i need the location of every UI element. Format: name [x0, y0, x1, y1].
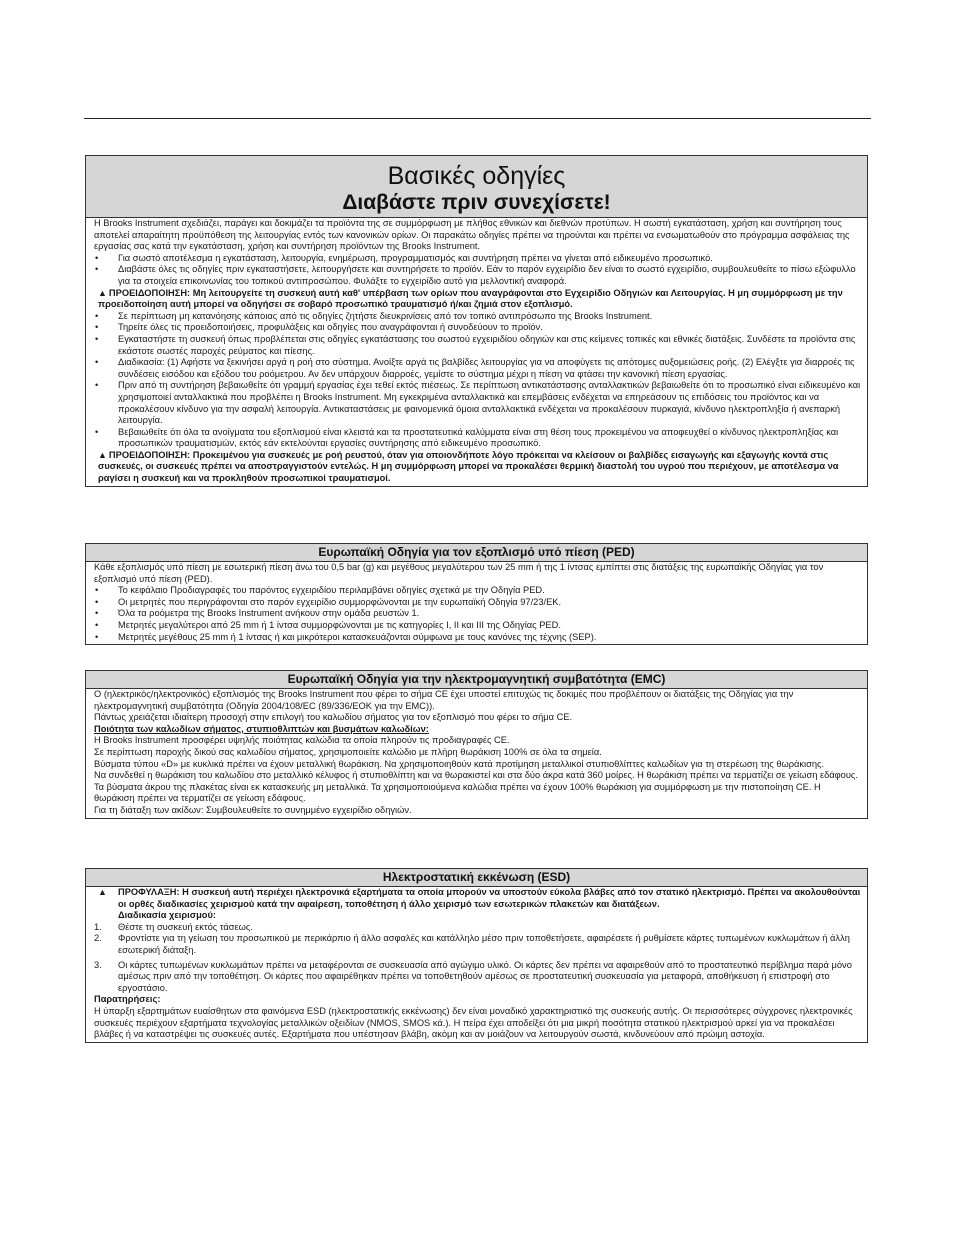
basic-instructions-header [86, 156, 867, 218]
procedure-step [94, 933, 864, 956]
procedure-step [94, 922, 864, 934]
list-item: • Πριν από τη συντήρηση βεβαιωθείτε ότι γραμμή εργασίας έχει τεθεί εκτός πιέσεως. Σε περίπτωση αντικατάστασης ανταλλακτικών βεβαιωθείτε ότι το προσωπικό είναι ειδικευμένο και χρησιμοποιεί ανταλλακτικά που προβλέπει η Brooks Instrument. Μη εγκεκριμένα ανταλλακτικά και επεμβάσεις ενδέχεται να επηρεάσουν τις επιδόσεις του προϊόντος και να προκαλέσουν κίνδυνο για την ασφαλή λειτουργία. Αντικαταστάσεις με φαινομενικά όμοια ανταλλακτικά ενδέχεται να προκαλέσουν πυρκαγιά, κίνδυνο ηλεκτροπληξία ή ανεπαρκή λειτουργία. [94, 380, 864, 426]
warning-triangle-icon: ▲ [98, 449, 107, 460]
emc-paragraph: Ο (ηλεκτρικός/ηλεκτρονικός) εξοπλισμός της Brooks Instrument που φέρει το σήμα CE έχει υποστεί επιτυχώς τις δοκιμές που προβλέπουν οι διατάξεις της Οδηγίας για την ηλεκτρομαγνητική συμβατότητα (Οδηγία 2004/108/EC (89/336/EOK για την EMC)). [94, 689, 794, 711]
step-number: 3. [94, 959, 102, 970]
emc-body [86, 689, 867, 818]
step-text: Θέστε τη συσκευή εκτός τάσεως. [118, 921, 253, 932]
emc-box [85, 670, 868, 819]
list-item: • Το κεφάλαιο Προδιαγραφές του παρόντος εγχειριδίου περιλαμβάνει οδηγίες σχετικά με την Οδηγία PED. [94, 585, 864, 597]
warning-text: ΠΡΟΕΙΔΟΠΟΙΗΣΗ: Προκειμένου για συσκευές με ροή ρευστού, όταν για οποιονδήποτε λόγο πρόκειται να κλείσουν οι βαλβίδες εισαγωγής και εξαγωγής κοντά στις συσκευές, οι συσκευές πρέπει να αποστραγγιστούν εντελώς. Η μη συμμόρφωση μπορεί να προκαλέσει θερμική διαστολή του υγρού που περιέχουν, με αποτέλεσμα να ραγίσει η συσκευή και να προκληθούν προσωπικοί τραυματισμοί. [98, 449, 839, 484]
esd-body [86, 887, 867, 1042]
page-title: Βασικές οδηγίες [387, 162, 566, 190]
intro-paragraph: Η Brooks Instrument σχεδιάζει, παράγει και δοκιμάζει τα προϊόντα της σε συμμόρφωση με πλήθος εθνικών και διεθνών προτύπων. Η σωστή εγκατάσταση, χρήση και συντήρηση τους αποτελεί απαραίτητη προϋπόθεση της λειτουργίας εντός των κανονικών ορίων. Οι παρακάτω οδηγίες πρέπει να τηρούνται και πρέπει να ενσωματωθούν στο πρόγραμμα ασφάλειας της εργασίας σας κατά την εγκατάσταση, χρήση και συντήρηση προϊόντων της Brooks Instrument. [94, 218, 850, 252]
step-number: 2. [94, 933, 102, 944]
caution-notice [94, 887, 864, 910]
emc-paragraph: Βύσματα τύπου «D» με κυκλικά πρέπει να έχουν μεταλλική θωράκιση. Να χρησιμοποιηθούν κατά προτίμηση μεταλλικοί στυπιοθλίπτες καλωδίων για τη στερέωση της θωράκισης. [94, 758, 825, 769]
notes-text: Η ύπαρξη εξαρτημάτων ευαίσθητων στα φαινόμενα ESD (ηλεκτροστατικής εκκένωσης) δεν είναι μοναδικό χαρακτηριστικό της συσκευής αυτής. Οι περισσότερες σύγχρονες ηλεκτρονικές συσκευές περιέχουν εξαρτήματα τεχνολογίας μεταλλικών οξειδίων (NMOS, SMOS κά.). Η πείρα έχει αποδείξει ότι μια μικρή ποσότητα στατικού ηλεκτρισμού αρκεί για να προκαλέσει βλάβες ή να καταστρέψει τις συσκευές αυτές. Εξαρτήματα που υπέστησαν βλάβη, ακόμη και αν μοιάζουν να λειτουργούν σωστά, κινδυνεύουν από πρώιμη αστοχία. [94, 1005, 853, 1040]
list-item: • Μετρητές μεγαλύτεροι από 25 mm ή 1 ίντσα συμμορφώνονται με τις κατηγορίες I, II και III της Οδηγίας PED. [94, 620, 864, 632]
emc-paragraph: Πάντως χρειάζεται ιδιαίτερη προσοχή στην επιλογή του καλωδίου σήματος για τον εξοπλισμό που φέρει το σήμα CE. [94, 712, 573, 723]
emc-paragraph: Για τη διάταξη των ακίδων: Συμβουλευθείτε το συνημμένο εγχειρίδιο οδηγιών. [94, 804, 412, 815]
procedure-label: Διαδικασία χειρισμού: [118, 910, 216, 921]
warning-notice [94, 450, 864, 485]
ped-body [86, 562, 867, 644]
step-number: 1. [94, 921, 102, 932]
ped-intro: Κάθε εξοπλισμός υπό πίεση με εσωτερική πίεση άνω του 0,5 bar (g) και μεγέθους μεγαλύτερου των 25 mm ή της 1 ίντσας εμπίπτει στις διατάξεις της ευρωπαϊκής Οδηγίας για τον εξοπλισμό υπό πίεση (PED). [94, 562, 824, 584]
list-item: • Όλα τα ροόμετρα της Brooks Instrument ανήκουν στην ομάδα ρευστών 1. [94, 608, 864, 620]
ped-box [85, 543, 868, 645]
step-text: Φροντίστε για τη γείωση του προσωπικού με περικάρπιο ή άλλο ασφαλές και κατάλληλο μέσο πριν τοποθετήσετε, αφαιρέσετε ή ρυθμίσετε κάρτες τυπωμένων κυκλωμάτων ή άλλη εσωτερική διάταξη. [118, 933, 850, 955]
esd-box [85, 868, 868, 1043]
list-item: • Τηρείτε όλες τις προειδοποιήσεις, προφυλάξεις και οδηγίες που αναγράφονται ή συνοδεύουν το προϊόν. [94, 322, 864, 334]
list-item: • Για σωστό αποτέλεσμα η εγκατάσταση, λειτουργία, ενημέρωση, προγραμματισμός και συντήρηση πρέπει να γίνεται από ειδικευμένο προσωπικό. [94, 253, 864, 265]
emc-subheading: Ποιότητα των καλωδίων σήματος, στυπιοθλιπτών και βυσμάτων καλωδίων: [94, 723, 429, 734]
ped-heading: Ευρωπαϊκή Οδηγία για τον εξοπλισμό υπό πίεση (PED) [86, 544, 867, 562]
esd-heading: Ηλεκτροστατική εκκένωση (ESD) [86, 869, 867, 887]
caution-text: ΠΡΟΦΥΛΑΞΗ: Η συσκευή αυτή περιέχει ηλεκτρονικά εξαρτήματα τα οποία μπορούν να υποστούν εύκολα βλάβες από τον στατικό ηλεκτρισμό. Πρέπει να ακολουθούνται οι ορθές διαδικασίες χειρισμού κατά την αφαίρεση, τοποθέτηση ή άλλο χειρισμό των εσωτερικών πλακετών και διατάξεων. [118, 887, 861, 909]
header-rule [84, 118, 871, 119]
basic-instructions-box [85, 155, 868, 487]
list-item: • Διαβάστε όλες τις οδηγίες πριν εγκαταστήσετε, λειτουργήσετε και συντηρήσετε το προϊόν. Εάν το παρόν εγχειρίδιο δεν είναι το σωστό εγχειρίδιο, συμβουλευθείτε το πίσω εξώφυλλο για τα στοιχεία επικοινωνίας του τοπικού αντιπροσώπου. Φυλάξτε το εγχειρίδιο αυτό για μελλοντική αναφορά. [94, 264, 864, 287]
emc-paragraph: Τα βύσματα άκρου της πλακέτας είναι εκ κατασκευής μη μεταλλικά. Τα χρησιμοποιούμενα καλώδια πρέπει να έχουν 100% θωράκιση για συμμόρφωση με την πιστοποίηση CE. Η θωράκιση πρέπει να τερματίζει σε γείωση εδάφους. [94, 781, 821, 804]
warning-triangle-icon: ▲ [98, 887, 107, 897]
page-subtitle: Διαβάστε πριν συνεχίσετε! [342, 191, 611, 214]
emc-heading: Ευρωπαϊκή Οδηγία για την ηλεκτρομαγνητική συμβατότητα (EMC) [86, 671, 867, 689]
emc-paragraph: Να συνδεθεί η θωράκιση του καλωδίου στο μεταλλικό κέλυφος ή στυπιοθλίπτη και να θωρακιστεί και στα δύο άκρα κατά 360 μοίρες. Η θωράκιση πρέπει να τερματίζει σε γείωση εδάφους. [94, 770, 858, 781]
list-item: • Σε περίπτωση μη κατανόησης κάποιας από τις οδηγίες ζητήστε διευκρινίσεις από τον τοπικό αντιπρόσωπο της Brooks Instrument. [94, 311, 864, 323]
list-item: • Εγκαταστήστε τη συσκευή όπως προβλέπεται στις οδηγίες εγκατάστασης του σωστού εγχειριδίου οδηγιών και στις κείμενες τοπικές και εθνικές διατάξεις. Συνδέστε τα προϊόντα στις εκάστοτε σωστές παροχές ρεύματος και πίεσης. [94, 334, 864, 357]
warning-triangle-icon: ▲ [98, 287, 107, 298]
warning-notice [94, 288, 864, 311]
basic-instructions-body [86, 218, 867, 486]
list-item: • Οι μετρητές που περιγράφονται στο παρόν εγχειρίδιο συμμορφώνονται με την ευρωπαϊκή Οδηγία 97/23/ΕΚ. [94, 597, 864, 609]
notes-label: Παρατηρήσεις: [94, 994, 161, 1005]
procedure-step [94, 960, 864, 995]
list-item: • Βεβαιωθείτε ότι όλα τα ανοίγματα του εξοπλισμού είναι κλειστά και τα προστατευτικά καλύμματα είναι στη θέση τους προκειμένου να αποφευχθεί ο κίνδυνος ηλεκτροπληξίας και προσωπικών τραυματισμών, εκτός εάν εκτελούνται εργασίες συντήρησης από ειδικευμένο προσωπικό. [94, 427, 864, 450]
emc-paragraph: Η Brooks Instrument προσφέρει υψηλής ποιότητας καλώδια τα οποία πληρούν τις προδιαγραφές CE. [94, 735, 510, 746]
step-text: Οι κάρτες τυπωμένων κυκλωμάτων πρέπει να μεταφέρονται σε συσκευασία από αγώγιμο υλικό. Οι κάρτες δεν πρέπει να αφαιρεθούν από το προστατευτικό περίβλημα παρά μόνο αμέσως πριν από την τοποθέτηση. Οι κάρτες που αφαιρέθηκαν πρέπει να τοποθετηθούν αμέσως σε προστατευτική συσκευασία για μεταφορά, αποθήκευση ή επιστροφή στο εργοστάσιο. [118, 959, 852, 993]
list-item: • Μετρητές μεγέθους 25 mm ή 1 ίντσας ή και μικρότεροι κατασκευάζονται σύμφωνα με τους κανόνες της τέχνης (SEP). [94, 632, 864, 644]
emc-paragraph: Σε περίπτωση παροχής δικού σας καλωδίου σήματος, χρησιμοποιείτε καλώδιο με πλήρη θωράκιση 100% σε όλα τα σημεία. [94, 746, 602, 757]
list-item: • Διαδικασία: (1) Αφήστε να ξεκινήσει αργά η ροή στο σύστημα. Ανοίξτε αργά τις βαλβίδες λειτουργίας για να αποφύγετε τις απότομες αυξομειώσεις ροής. (2) Ελέγξτε για διαρροές τις συνδέσεις εισόδου και εξόδου του ροόμετρου. Αν δεν υπάρχουν διαρροές, γεμίστε το σύστημα μέχρι η πίεση να φτάσει την κανονική πίεση εργασίας. [94, 357, 864, 380]
warning-text: ΠΡΟΕΙΔΟΠΟΙΗΣΗ: Μη λειτουργείτε τη συσκευή αυτή καθ' υπέρβαση των ορίων που αναγράφονται στο Εγχειρίδιο Οδηγιών και Λειτουργίας. Η μη συμμόρφωση με την προειδοποίηση αυτή μπορεί να οδηγήσει σε σοβαρό προσωπικό τραυματισμό ή/και ζημιά στον εξοπλισμό. [98, 287, 843, 310]
